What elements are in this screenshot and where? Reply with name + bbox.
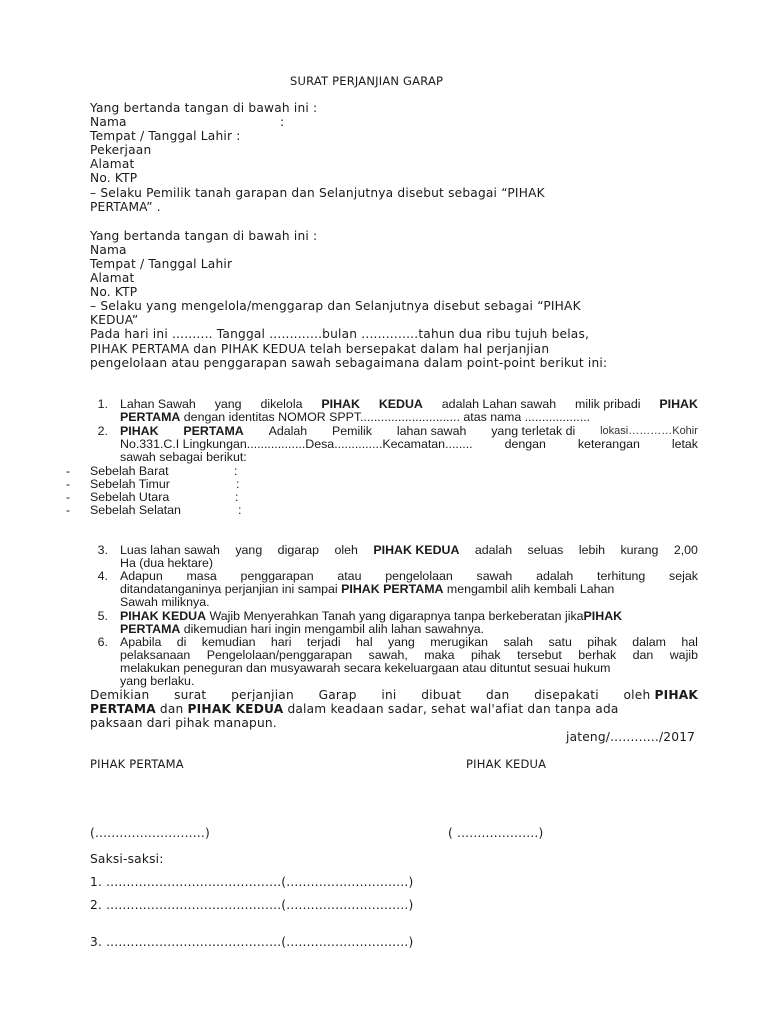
point2-word: PERTAMA bbox=[183, 424, 244, 438]
point3-number: 3. bbox=[97, 543, 108, 557]
place-date: jateng/............/2017 bbox=[566, 730, 696, 744]
boundary-east-label: Sebelah Timur bbox=[90, 477, 170, 491]
closing-word bbox=[624, 688, 699, 702]
point2-line2 bbox=[120, 437, 698, 451]
party2-signature-label: PIHAK KEDUA bbox=[466, 757, 547, 771]
point6-word: merugikan bbox=[430, 635, 489, 649]
point4-word: terhitung bbox=[597, 569, 646, 583]
point4-text: ditandatanganinya perjanjian ini sampai bbox=[120, 582, 342, 596]
point6-word: di bbox=[176, 635, 187, 649]
point1-word: milik pribadi bbox=[575, 397, 641, 411]
point6-word: Apabila bbox=[120, 635, 162, 649]
point4-word: penggarapan bbox=[240, 569, 314, 583]
point2-word: letak bbox=[671, 437, 698, 451]
point6-word: kemudian bbox=[201, 635, 256, 649]
point1-text: dengan identitas NOMOR SPPT............................. atas nama ................... bbox=[180, 410, 591, 424]
point3-word: seluas bbox=[527, 543, 564, 557]
point3-word: 2,00 bbox=[673, 543, 698, 557]
point6-word: terjadi bbox=[306, 635, 341, 649]
point2-number: 2. bbox=[97, 424, 108, 438]
point5-line2 bbox=[120, 622, 484, 636]
point6-number: 6. bbox=[97, 635, 108, 649]
point6-word: hal bbox=[681, 635, 698, 649]
closing-line3: paksaan dari pihak manapun. bbox=[90, 716, 277, 730]
point3-word: yang bbox=[235, 543, 263, 557]
point3-word: oleh bbox=[334, 543, 358, 557]
point6-line3: melakukan peneguran dan musyawarah secara kekeluargaan atau dituntut sesuai hukum bbox=[120, 661, 611, 675]
point3-line1 bbox=[120, 543, 698, 557]
party1-signature-blank: (...........................) bbox=[90, 826, 210, 840]
boundary-south-label: Sebelah Selatan bbox=[90, 503, 181, 517]
opening-line1: Pada hari ini .......... Tanggal .............bulan ..............tahun dua ribu tujuh belas, bbox=[90, 327, 590, 341]
party2-alamat-label: Alamat bbox=[90, 271, 135, 285]
point6-word: berhak bbox=[578, 648, 617, 662]
point4-word: adalah bbox=[536, 569, 574, 583]
point1-line1 bbox=[120, 397, 698, 411]
point6-line2 bbox=[120, 648, 698, 662]
party1-alamat-label: Alamat bbox=[90, 157, 135, 171]
witnesses-heading: Saksi-saksi: bbox=[90, 852, 164, 866]
point3-line2: Ha (dua hektare) bbox=[120, 556, 213, 570]
point4-word: sawah bbox=[476, 569, 513, 583]
point3-word: lebih bbox=[578, 543, 606, 557]
point2-word: PIHAK bbox=[120, 424, 159, 438]
point2-word: Adalah bbox=[268, 424, 308, 438]
point5-line1 bbox=[120, 609, 622, 623]
point1-word: yang bbox=[214, 397, 242, 411]
point6-word: tersebut bbox=[517, 648, 562, 662]
closing-text: dan bbox=[155, 702, 188, 716]
point6-word: pihak bbox=[587, 635, 617, 649]
point5-bold: PERTAMA bbox=[120, 622, 181, 636]
point1-word: Lahan Sawah bbox=[120, 397, 196, 411]
party2-ttl-label: Tempat / Tanggal Lahir bbox=[90, 257, 233, 271]
point4-line2 bbox=[120, 582, 614, 596]
point3-word: digarap bbox=[277, 543, 320, 557]
point6-word: satu bbox=[548, 635, 572, 649]
boundary-dash: - bbox=[66, 464, 71, 478]
point5-text: dikemudian hari ingin mengambil alih lahan sawahnya. bbox=[180, 622, 485, 636]
point4-line3: Sawah miliknya. bbox=[120, 595, 210, 609]
closing-word: Garap bbox=[318, 688, 357, 702]
boundary-colon: : bbox=[234, 464, 238, 478]
party1-pekerjaan-label: Pekerjaan bbox=[90, 143, 152, 157]
party1-intro: Yang bertanda tangan di bawah ini : bbox=[90, 101, 318, 115]
boundary-dash: - bbox=[66, 490, 71, 504]
party2-signature-blank: ( ....................) bbox=[448, 826, 544, 840]
closing-word-oleh: oleh bbox=[623, 688, 651, 702]
point6-word: salah bbox=[503, 635, 534, 649]
point6-word: hal bbox=[356, 635, 373, 649]
point6-word: pihak bbox=[471, 648, 501, 662]
party1-nama-label: Nama bbox=[90, 115, 127, 129]
point4-word: masa bbox=[186, 569, 217, 583]
point4-word: atau bbox=[337, 569, 362, 583]
point6-word: dalam bbox=[632, 635, 666, 649]
point4-word: sejak bbox=[669, 569, 698, 583]
point1-number: 1. bbox=[97, 397, 108, 411]
closing-bold: PIHAK KEDUA bbox=[187, 702, 284, 716]
witness-row: 3. ...........................................(..............................) bbox=[90, 935, 414, 949]
point2-line3: sawah sebagai berikut: bbox=[120, 450, 247, 464]
closing-word: Demikian bbox=[90, 688, 150, 702]
point6-word: wajib bbox=[669, 648, 698, 662]
point2-word: lahan sawah bbox=[396, 424, 467, 438]
point3-word: PIHAK KEDUA bbox=[373, 543, 460, 557]
point6-word: sawah, bbox=[368, 648, 408, 662]
closing-word: disepakati bbox=[534, 688, 599, 702]
document-title: SURAT PERJANJIAN GARAP bbox=[290, 74, 444, 88]
boundary-colon: : bbox=[235, 490, 239, 504]
point6-word: Pengelolaan/penggarapan bbox=[206, 648, 353, 662]
closing-word: perjanjian bbox=[231, 688, 294, 702]
closing-bold: PERTAMA bbox=[90, 702, 156, 716]
point5-bold: PIHAK KEDUA bbox=[120, 609, 207, 623]
boundary-colon: : bbox=[238, 503, 242, 517]
point4-number: 4. bbox=[97, 569, 108, 583]
closing-line2 bbox=[90, 702, 619, 716]
point4-bold: PIHAK PERTAMA bbox=[341, 582, 444, 596]
point6-word: hari bbox=[270, 635, 292, 649]
point4-line1 bbox=[120, 569, 698, 583]
party1-ktp-label: No. KTP bbox=[90, 171, 138, 185]
witness-row: 1. ...........................................(..............................) bbox=[90, 875, 414, 889]
point2-word: yang terletak di bbox=[491, 424, 576, 438]
point5-text: Wajib Menyerahkan Tanah yang digarapnya tanpa berkeberatan jika bbox=[206, 609, 584, 623]
point6-line1 bbox=[120, 635, 698, 649]
closing-text: dalam keadaan sadar, sehat wal'afiat dan tanpa ada bbox=[283, 702, 619, 716]
point3-word: kurang bbox=[620, 543, 659, 557]
point2-word: keterangan bbox=[577, 437, 640, 451]
point6-word: maka bbox=[424, 648, 455, 662]
point5-number: 5. bbox=[97, 609, 108, 623]
party1-signature-label: PIHAK PERTAMA bbox=[90, 757, 184, 771]
party2-ktp-label: No. KTP bbox=[90, 285, 138, 299]
closing-word: dibuat bbox=[421, 688, 462, 702]
point1-line2 bbox=[120, 410, 590, 424]
point1-word: dikelola bbox=[260, 397, 303, 411]
point1-word: adalah Lahan sawah bbox=[441, 397, 557, 411]
party1-nama-colon: : bbox=[280, 115, 285, 129]
point1-word: PIHAK bbox=[321, 397, 360, 411]
opening-line3: pengelolaan atau penggarapan sawah sebagaimana dalam point-point berikut ini: bbox=[90, 356, 608, 370]
point1-word: KEDUA bbox=[378, 397, 423, 411]
point6-word: yang bbox=[387, 635, 415, 649]
point6-line4: yang berlaku. bbox=[120, 674, 195, 688]
closing-word: surat bbox=[174, 688, 207, 702]
boundary-west-label: Sebelah Barat bbox=[90, 464, 169, 478]
opening-line2: PIHAK PERTAMA dan PIHAK KEDUA telah bersepakat dalam hal perjanjian bbox=[90, 342, 550, 356]
party1-ttl-label: Tempat / Tanggal Lahir : bbox=[90, 129, 241, 143]
point2-word: Pemilik bbox=[332, 424, 372, 438]
closing-word: dan bbox=[485, 688, 510, 702]
closing-bold: PIHAK bbox=[654, 688, 698, 702]
point6-word: dan bbox=[632, 648, 654, 662]
point2-word: lokasi…………Kohir bbox=[600, 425, 698, 437]
point1-bold: PERTAMA bbox=[120, 410, 181, 424]
party2-role-line1: – Selaku yang mengelola/menggarap dan Selanjutnya disebut sebagai “PIHAK bbox=[90, 299, 581, 313]
party1-role-line1: – Selaku Pemilik tanah garapan dan Selanjutnya disebut sebagai “PIHAK bbox=[90, 186, 545, 200]
boundary-dash: - bbox=[66, 477, 71, 491]
party2-role-line2: KEDUA” bbox=[90, 313, 139, 327]
party2-nama-label: Nama bbox=[90, 243, 127, 257]
point6-word: pelaksanaan bbox=[120, 648, 191, 662]
point1-word: PIHAK bbox=[659, 397, 698, 411]
point4-text: mengambil alih kembali Lahan bbox=[443, 582, 615, 596]
boundary-dash: - bbox=[66, 503, 71, 517]
closing-word: ini bbox=[381, 688, 397, 702]
boundary-north-label: Sebelah Utara bbox=[90, 490, 170, 504]
point2-word: No.331.C.I Lingkungan.................Desa..............Kecamatan........ bbox=[120, 437, 473, 451]
point5-bold: PIHAK bbox=[583, 609, 623, 623]
point4-word: pengelolaan bbox=[385, 569, 453, 583]
closing-line1 bbox=[90, 688, 698, 702]
point3-word: adalah bbox=[474, 543, 513, 557]
boundary-colon: : bbox=[236, 477, 240, 491]
witness-row: 2. ...........................................(..............................) bbox=[90, 898, 414, 912]
party2-intro: Yang bertanda tangan di bawah ini : bbox=[90, 229, 318, 243]
point3-word: Luas lahan sawah bbox=[120, 543, 220, 557]
point2-line1 bbox=[120, 424, 698, 438]
point4-word: Adapun bbox=[120, 569, 163, 583]
point2-word: dengan bbox=[504, 437, 546, 451]
party1-role-line2: PERTAMA” . bbox=[90, 200, 161, 214]
